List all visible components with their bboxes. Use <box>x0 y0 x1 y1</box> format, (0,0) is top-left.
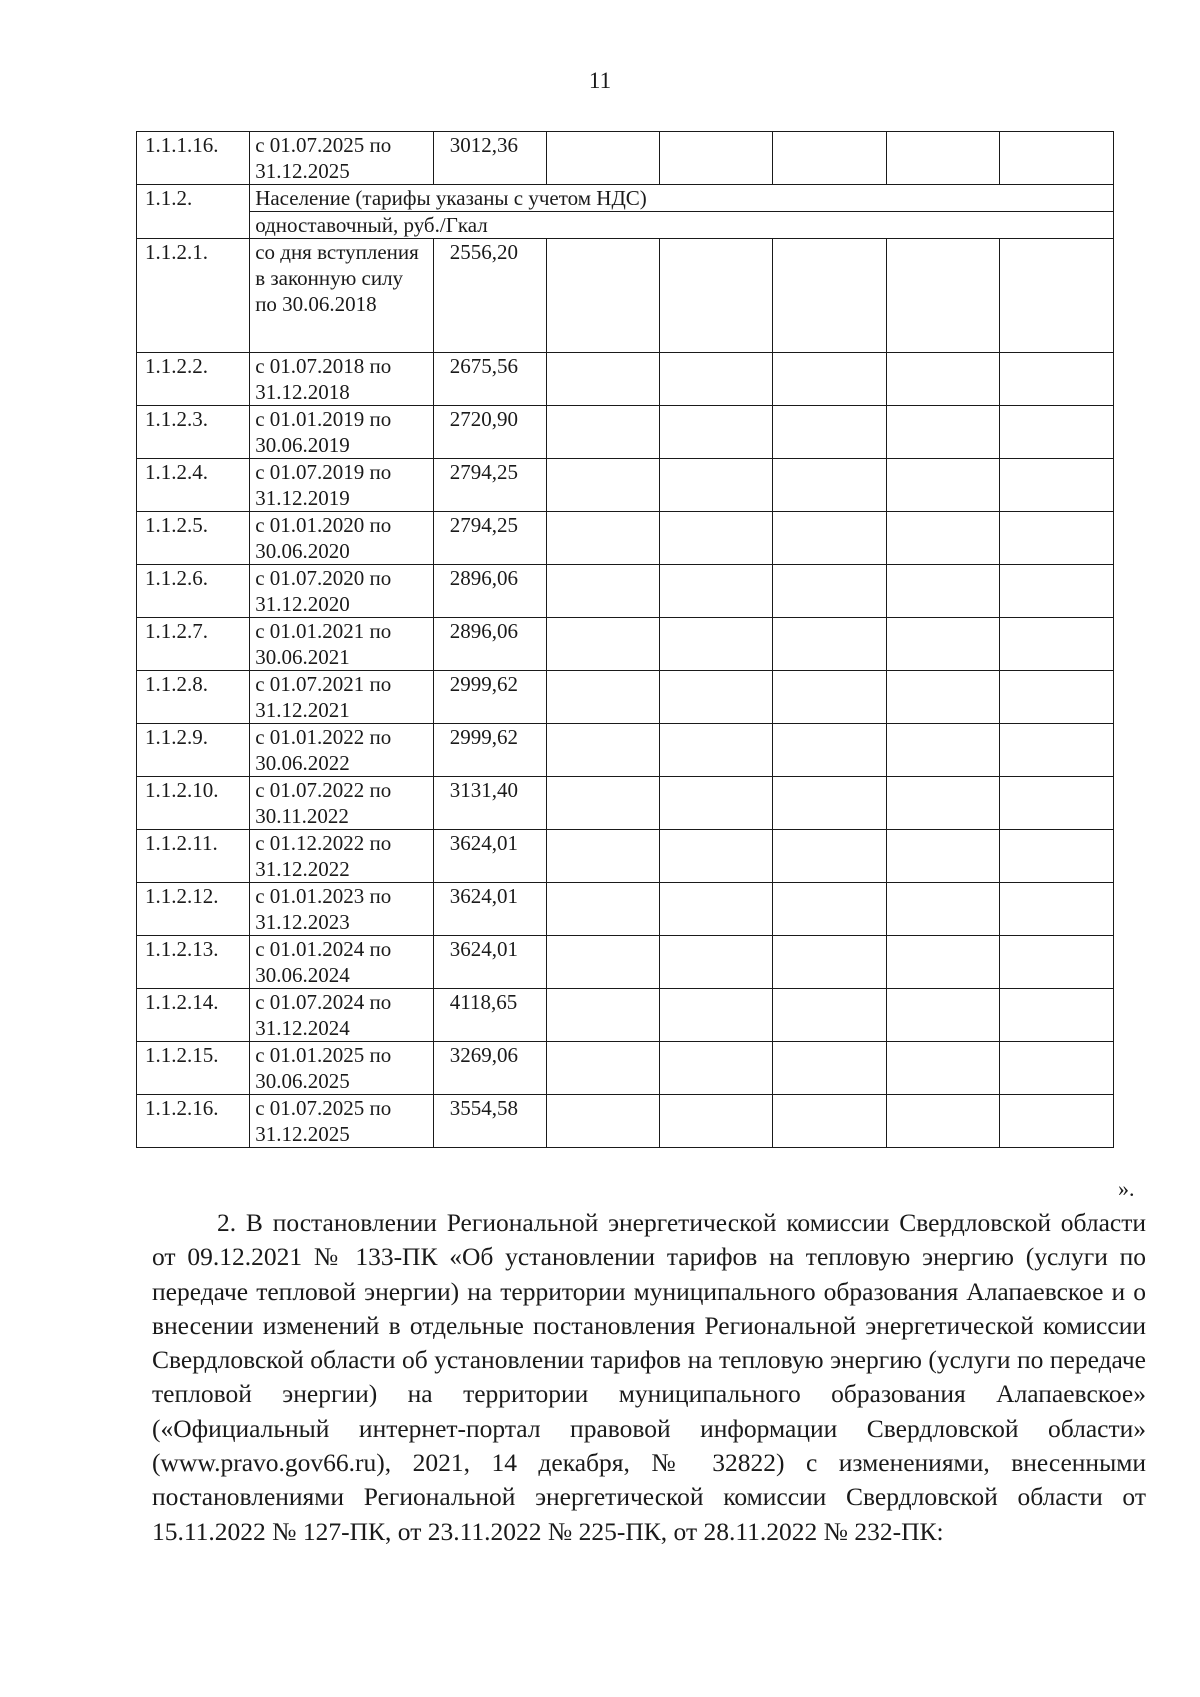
table-row <box>137 671 1114 724</box>
empty-cell <box>999 565 1113 618</box>
row-code: 1.1.2.7. <box>137 618 250 671</box>
row-value: 2675,56 <box>433 353 546 406</box>
table-row <box>137 830 1114 883</box>
row-period: с 01.07.2018 по 31.12.2018 <box>250 353 434 406</box>
empty-cell <box>886 512 999 565</box>
empty-cell <box>546 1042 659 1095</box>
empty-cell <box>546 459 659 512</box>
empty-cell <box>660 512 773 565</box>
empty-cell <box>999 239 1113 353</box>
page-number: 11 <box>588 68 612 93</box>
group-code: 1.1.2. <box>137 185 250 239</box>
row-code: 1.1.2.3. <box>137 406 250 459</box>
empty-cell <box>773 406 886 459</box>
row-value: 4118,65 <box>433 989 546 1042</box>
table-row <box>137 406 1114 459</box>
empty-cell <box>773 830 886 883</box>
row-period: с 01.07.2019 по 31.12.2019 <box>250 459 434 512</box>
empty-cell <box>999 936 1113 989</box>
row-period: с 01.01.2025 по 30.06.2025 <box>250 1042 434 1095</box>
empty-cell <box>660 353 773 406</box>
empty-cell <box>886 777 999 830</box>
row-code: 1.1.2.8. <box>137 671 250 724</box>
empty-cell <box>999 132 1113 185</box>
row-value: 2720,90 <box>433 406 546 459</box>
empty-cell <box>660 724 773 777</box>
table-body <box>137 132 1114 1148</box>
empty-cell <box>546 883 659 936</box>
empty-cell <box>660 671 773 724</box>
empty-cell <box>773 618 886 671</box>
empty-cell <box>660 459 773 512</box>
row-code: 1.1.2.10. <box>137 777 250 830</box>
row-value: 3624,01 <box>433 830 546 883</box>
empty-cell <box>886 239 999 353</box>
table-row <box>137 459 1114 512</box>
table-row <box>137 565 1114 618</box>
empty-cell <box>660 618 773 671</box>
table-row <box>137 353 1114 406</box>
row-period: с 01.01.2020 по 30.06.2020 <box>250 512 434 565</box>
row-code: 1.1.2.4. <box>137 459 250 512</box>
empty-cell <box>660 777 773 830</box>
empty-cell <box>886 406 999 459</box>
row-code: 1.1.2.1. <box>137 239 250 353</box>
row-code: 1.1.2.13. <box>137 936 250 989</box>
empty-cell <box>773 132 886 185</box>
empty-cell <box>660 883 773 936</box>
empty-cell <box>546 565 659 618</box>
empty-cell <box>886 618 999 671</box>
row-period: с 01.07.2021 по 31.12.2021 <box>250 671 434 724</box>
table-row <box>137 1095 1114 1148</box>
row-period: с 01.01.2019 по 30.06.2019 <box>250 406 434 459</box>
table-row <box>137 132 1114 185</box>
empty-cell <box>660 565 773 618</box>
row-value: 3131,40 <box>433 777 546 830</box>
row-value: 3624,01 <box>433 883 546 936</box>
empty-cell <box>546 239 659 353</box>
group-title: Население (тарифы указаны с учетом НДС) <box>250 185 1114 212</box>
empty-cell <box>886 883 999 936</box>
table-row <box>137 239 1114 353</box>
empty-cell <box>773 459 886 512</box>
row-value: 3554,58 <box>433 1095 546 1148</box>
empty-cell <box>546 830 659 883</box>
empty-cell <box>546 936 659 989</box>
empty-cell <box>886 1042 999 1095</box>
row-code: 1.1.2.14. <box>137 989 250 1042</box>
empty-cell <box>660 1042 773 1095</box>
empty-cell <box>886 989 999 1042</box>
row-code: 1.1.2.5. <box>137 512 250 565</box>
closing-quote: ». <box>1118 1176 1135 1201</box>
empty-cell <box>773 1095 886 1148</box>
table-row <box>137 883 1114 936</box>
empty-cell <box>773 239 886 353</box>
empty-cell <box>773 353 886 406</box>
row-code: 1.1.1.16. <box>137 132 250 185</box>
row-value: 2556,20 <box>433 239 546 353</box>
empty-cell <box>886 1095 999 1148</box>
empty-cell <box>546 777 659 830</box>
row-period: с 01.01.2023 по 31.12.2023 <box>250 883 434 936</box>
empty-cell <box>886 565 999 618</box>
empty-cell <box>660 1095 773 1148</box>
empty-cell <box>886 132 999 185</box>
empty-cell <box>546 132 659 185</box>
empty-cell <box>999 671 1113 724</box>
row-period: с 01.01.2024 по 30.06.2024 <box>250 936 434 989</box>
row-code: 1.1.2.15. <box>137 1042 250 1095</box>
empty-cell <box>773 883 886 936</box>
row-period: со дня вступления в законную силу по 30.06.2018 <box>250 239 434 353</box>
empty-cell <box>660 989 773 1042</box>
empty-cell <box>999 459 1113 512</box>
empty-cell <box>999 883 1113 936</box>
empty-cell <box>999 724 1113 777</box>
row-code: 1.1.2.9. <box>137 724 250 777</box>
empty-cell <box>999 1042 1113 1095</box>
row-code: 1.1.2.6. <box>137 565 250 618</box>
table-group-row <box>137 185 1114 212</box>
empty-cell <box>660 406 773 459</box>
row-period: с 01.01.2021 по 30.06.2021 <box>250 618 434 671</box>
empty-cell <box>773 936 886 989</box>
table-row <box>137 512 1114 565</box>
table-group-subrow <box>137 212 1114 239</box>
empty-cell <box>546 724 659 777</box>
empty-cell <box>999 830 1113 883</box>
empty-cell <box>886 353 999 406</box>
empty-cell <box>660 132 773 185</box>
empty-cell <box>773 512 886 565</box>
empty-cell <box>773 1042 886 1095</box>
empty-cell <box>660 239 773 353</box>
empty-cell <box>773 777 886 830</box>
empty-cell <box>660 830 773 883</box>
table-row <box>137 724 1114 777</box>
empty-cell <box>546 1095 659 1148</box>
row-value: 2896,06 <box>433 618 546 671</box>
row-value: 3269,06 <box>433 1042 546 1095</box>
empty-cell <box>999 989 1113 1042</box>
empty-cell <box>546 512 659 565</box>
row-period: с 01.01.2022 по 30.06.2022 <box>250 724 434 777</box>
empty-cell <box>546 989 659 1042</box>
row-code: 1.1.2.11. <box>137 830 250 883</box>
table-row <box>137 989 1114 1042</box>
row-period: с 01.07.2025 по 31.12.2025 <box>250 132 434 185</box>
row-value: 2794,25 <box>433 459 546 512</box>
empty-cell <box>546 406 659 459</box>
table-row <box>137 777 1114 830</box>
row-value: 3012,36 <box>433 132 546 185</box>
row-period: с 01.07.2025 по 31.12.2025 <box>250 1095 434 1148</box>
empty-cell <box>773 724 886 777</box>
empty-cell <box>999 406 1113 459</box>
empty-cell <box>886 724 999 777</box>
row-value: 2794,25 <box>433 512 546 565</box>
empty-cell <box>660 936 773 989</box>
empty-cell <box>546 353 659 406</box>
empty-cell <box>999 1095 1113 1148</box>
empty-cell <box>546 671 659 724</box>
empty-cell <box>886 671 999 724</box>
row-code: 1.1.2.16. <box>137 1095 250 1148</box>
row-period: с 01.12.2022 по 31.12.2022 <box>250 830 434 883</box>
tariff-table <box>136 131 1114 1148</box>
empty-cell <box>999 512 1113 565</box>
table-row <box>137 936 1114 989</box>
table-row <box>137 1042 1114 1095</box>
empty-cell <box>886 830 999 883</box>
group-subtitle: одноставочный, руб./Гкал <box>250 212 1114 239</box>
row-period: с 01.07.2020 по 31.12.2020 <box>250 565 434 618</box>
row-code: 1.1.2.12. <box>137 883 250 936</box>
row-value: 2999,62 <box>433 671 546 724</box>
row-period: с 01.07.2024 по 31.12.2024 <box>250 989 434 1042</box>
empty-cell <box>773 565 886 618</box>
row-value: 2999,62 <box>433 724 546 777</box>
row-code: 1.1.2.2. <box>137 353 250 406</box>
row-period: с 01.07.2022 по 30.11.2022 <box>250 777 434 830</box>
amendment-paragraph: 2. В постановлении Региональной энергетической комиссии Свердловской области от 09.12.2021 № 133-ПК «Об установлении тарифов на тепловую энергию (услуги по передаче тепловой энергии) на территории муниципального образования Алапаевское и о внесении изменений в отдельные постановления Региональной энергетической комиссии Свердловской области об установлении тарифов на тепловую энергию (услуги по передаче тепловой энергии) на территории муниципального образования Алапаевское» («Официальный интернет-портал правовой информации Свердловской области» (www.pravo.gov66.ru), 2021, 14 декабря, № 32822) с изменениями, внесенными постановлениями Региональной энергетической комиссии Свердловской области от 15.11.2022 № 127-ПК, от 23.11.2022 № 225-ПК, от 28.11.2022 № 232-ПК: <box>152 1208 1146 1546</box>
empty-cell <box>773 671 886 724</box>
empty-cell <box>886 459 999 512</box>
empty-cell <box>999 777 1113 830</box>
empty-cell <box>773 989 886 1042</box>
empty-cell <box>999 353 1113 406</box>
empty-cell <box>999 618 1113 671</box>
empty-cell <box>886 936 999 989</box>
empty-cell <box>546 618 659 671</box>
row-value: 2896,06 <box>433 565 546 618</box>
table-row <box>137 618 1114 671</box>
row-value: 3624,01 <box>433 936 546 989</box>
